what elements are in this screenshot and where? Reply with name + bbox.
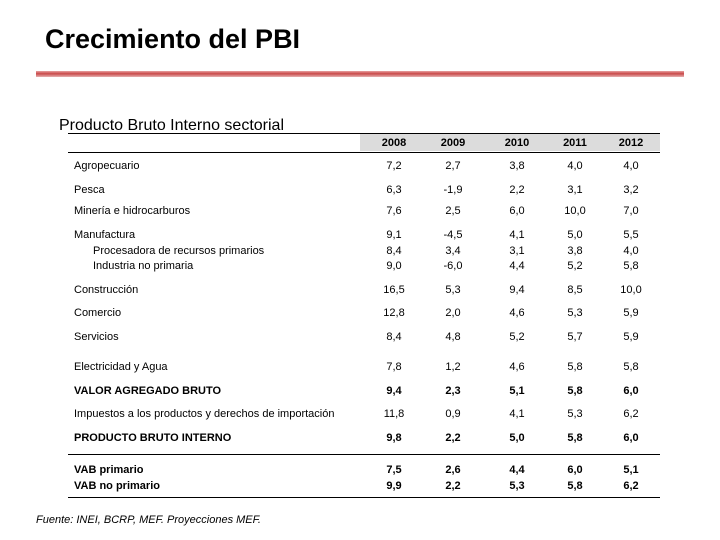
cell: 6,2 [623, 480, 639, 492]
cell: 5,8 [567, 385, 583, 397]
cell: 4,6 [509, 307, 525, 319]
cell: 2,2 [445, 480, 461, 492]
cell: 5,2 [567, 260, 583, 272]
table-row [0, 159, 720, 173]
table-row [0, 244, 720, 258]
year-header: 2011 [563, 137, 587, 149]
row-label: VAB no primario [74, 480, 160, 492]
cell: 10,0 [564, 205, 586, 217]
cell: 7,6 [386, 205, 402, 217]
source-footnote: Fuente: INEI, BCRP, MEF. Proyecciones MEF. [36, 514, 261, 526]
cell: 4,0 [567, 160, 583, 172]
table-row [0, 330, 720, 344]
title-divider [36, 71, 684, 77]
cell: 5,8 [623, 260, 639, 272]
cell: 3,4 [445, 245, 461, 257]
cell: 9,0 [386, 260, 402, 272]
year-header: 2008 [381, 137, 407, 149]
cell: 7,5 [386, 464, 402, 476]
slide-title: Crecimiento del PBI [45, 24, 301, 54]
cell: 9,9 [386, 480, 402, 492]
cell: 3,1 [567, 184, 583, 196]
cell: 3,1 [509, 245, 525, 257]
cell: 3,2 [623, 184, 639, 196]
cell: 5,9 [623, 307, 639, 319]
cell: 4,1 [509, 408, 525, 420]
cell: 5,8 [623, 361, 639, 373]
year-header: 2010 [504, 137, 530, 149]
cell: 1,2 [445, 361, 461, 373]
cell: 5,0 [509, 432, 525, 444]
cell: 9,4 [386, 385, 402, 397]
row-label: Comercio [74, 307, 122, 319]
row-label: VALOR AGREGADO BRUTO [74, 385, 222, 397]
cell: 4,4 [509, 464, 525, 476]
table-bottom-rule [68, 497, 660, 498]
cell: 9,8 [386, 432, 402, 444]
cell: 5,0 [567, 229, 583, 241]
row-label: Agropecuario [74, 160, 140, 172]
cell: 7,2 [386, 160, 402, 172]
row-label: Construcción [74, 284, 139, 296]
table-row [0, 479, 720, 493]
cell: 10,0 [620, 284, 642, 296]
row-label: Procesadora de recursos primarios [93, 245, 265, 257]
table-row [0, 463, 720, 477]
cell: 5,5 [623, 229, 639, 241]
cell: 6,3 [386, 184, 402, 196]
table-row [0, 283, 720, 297]
row-label: PRODUCTO BRUTO INTERNO [74, 432, 232, 444]
row-label: Impuestos a los productos y derechos de importación [74, 408, 335, 420]
cell: 6,0 [509, 205, 525, 217]
table-row [0, 360, 720, 374]
cell: 6,0 [623, 385, 639, 397]
cell: 2,2 [509, 184, 525, 196]
cell: 2,3 [445, 385, 461, 397]
cell: 9,4 [509, 284, 525, 296]
cell: 5,3 [567, 408, 583, 420]
cell: 11,8 [383, 408, 405, 420]
cell: 6,2 [623, 408, 639, 420]
cell: 5,9 [623, 331, 639, 343]
table-row [0, 204, 720, 218]
cell: 0,9 [445, 408, 461, 420]
cell: 2,2 [445, 432, 461, 444]
cell: 2,6 [445, 464, 461, 476]
table-row [0, 431, 720, 445]
row-label: Industria no primaria [93, 260, 194, 272]
row-label: Servicios [74, 331, 119, 343]
cell: 16,5 [383, 284, 405, 296]
cell: 5,8 [567, 480, 583, 492]
table-row [0, 407, 720, 421]
cell: 2,7 [445, 160, 461, 172]
summary-rule [68, 454, 660, 455]
table-row [0, 384, 720, 398]
cell: 5,2 [509, 331, 525, 343]
table-row [0, 183, 720, 197]
cell: -1,9 [443, 184, 463, 196]
cell: 5,3 [445, 284, 461, 296]
cell: 4,4 [509, 260, 525, 272]
table-row [0, 259, 720, 273]
row-label: Minería e hidrocarburos [74, 205, 191, 217]
cell: 12,8 [383, 307, 405, 319]
cell: 5,7 [567, 331, 583, 343]
cell: 8,4 [386, 331, 402, 343]
cell: 6,0 [567, 464, 583, 476]
cell: 2,0 [445, 307, 461, 319]
table-row [0, 306, 720, 320]
cell: 5,3 [567, 307, 583, 319]
row-label: Electricidad y Agua [74, 361, 168, 373]
cell: 5,1 [623, 464, 639, 476]
cell: 4,0 [623, 160, 639, 172]
cell: 2,5 [445, 205, 461, 217]
row-label: Pesca [74, 184, 105, 196]
cell: 9,1 [386, 229, 402, 241]
cell: 6,0 [623, 432, 639, 444]
row-label: VAB primario [74, 464, 144, 476]
cell: 7,8 [386, 361, 402, 373]
cell: 5,8 [567, 432, 583, 444]
row-label: Manufactura [74, 229, 136, 241]
cell: 7,0 [623, 205, 639, 217]
cell: 8,5 [567, 284, 583, 296]
cell: 4,6 [509, 361, 525, 373]
cell: -6,0 [443, 260, 463, 272]
year-header: 2009 [440, 137, 466, 149]
cell: 4,8 [445, 331, 461, 343]
cell: 4,1 [509, 229, 525, 241]
cell: -4,5 [443, 229, 463, 241]
cell: 3,8 [509, 160, 525, 172]
cell: 5,1 [509, 385, 525, 397]
cell: 5,8 [567, 361, 583, 373]
cell: 5,3 [509, 480, 525, 492]
table-row [0, 228, 720, 242]
table-title: Producto Bruto Interno sectorial [59, 117, 285, 134]
cell: 4,0 [623, 245, 639, 257]
cell: 8,4 [386, 245, 402, 257]
cell: 3,8 [567, 245, 583, 257]
year-header: 2012 [618, 137, 644, 149]
header-rule [68, 152, 660, 153]
